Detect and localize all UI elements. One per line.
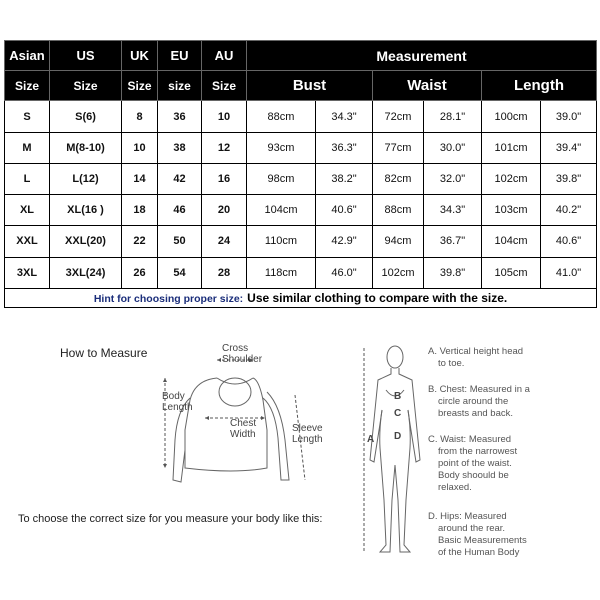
header-asian: Asian	[5, 41, 50, 71]
cell-uk: 8	[122, 101, 158, 132]
note-b-line-1: B. Chest: Measured in a	[428, 384, 530, 395]
header-uk-size: Size	[122, 71, 158, 101]
note-d-line-3: Basic Measurements	[438, 535, 527, 546]
sleeve-length-label-2: Length	[292, 434, 323, 445]
cell-uk: 26	[122, 257, 158, 288]
cell-uk: 22	[122, 226, 158, 257]
cell-waist-in: 34.3"	[424, 195, 482, 226]
cell-asian: XXL	[5, 226, 50, 257]
chest-width-label-2: Width	[230, 429, 256, 440]
cell-us: L(12)	[50, 163, 122, 194]
table-row	[5, 226, 597, 257]
cell-us: 3XL(24)	[50, 257, 122, 288]
cell-bust-in: 38.2"	[316, 163, 373, 194]
note-a-line-1: A. Vertical height head	[428, 346, 524, 357]
cell-bust-cm: 88cm	[247, 101, 316, 132]
cell-waist-in: 32.0"	[424, 163, 482, 194]
cell-bust-cm: 104cm	[247, 195, 316, 226]
header-us: US	[50, 41, 122, 71]
note-c-line-3: point of the waist.	[438, 458, 512, 469]
body-length-label-2: Length	[162, 402, 193, 413]
cell-au: 20	[202, 195, 247, 226]
note-d-line-1: D. Hips: Measured	[428, 511, 507, 522]
cell-au: 10	[202, 101, 247, 132]
table-row	[5, 101, 597, 132]
note-c-line-4: Body shoould be	[438, 470, 509, 481]
cell-length-in: 40.6"	[541, 226, 597, 257]
hint-text: Use similar clothing to compare with the size.	[247, 290, 508, 305]
header-bust: Bust	[247, 71, 373, 101]
body-figure-diagram	[358, 340, 428, 565]
header-uk: UK	[122, 41, 158, 71]
cell-waist-in: 39.8"	[424, 257, 482, 288]
cell-length-cm: 104cm	[482, 226, 541, 257]
note-d-line-4: of the Human Body	[438, 547, 520, 558]
header-eu: EU	[158, 41, 202, 71]
cell-asian: L	[5, 163, 50, 194]
cell-asian: M	[5, 132, 50, 163]
header-row-1	[5, 41, 597, 71]
cell-us: XXL(20)	[50, 226, 122, 257]
cell-bust-in: 46.0"	[316, 257, 373, 288]
cell-asian: 3XL	[5, 257, 50, 288]
table-row	[5, 163, 597, 194]
cell-bust-in: 40.6"	[316, 195, 373, 226]
choose-size-instruction: To choose the correct size for you measure your body like this:	[18, 513, 323, 525]
note-c	[428, 434, 578, 494]
cell-au: 12	[202, 132, 247, 163]
cell-waist-cm: 94cm	[373, 226, 424, 257]
cell-bust-cm: 98cm	[247, 163, 316, 194]
size-chart-table	[4, 40, 597, 308]
table-row	[5, 195, 597, 226]
mark-c: C	[394, 408, 402, 419]
hint-lead: Hint for choosing proper size:	[93, 292, 244, 305]
note-b-line-3: breasts and back.	[438, 408, 513, 419]
cell-length-in: 39.4"	[541, 132, 597, 163]
mark-b: B	[394, 391, 402, 402]
cell-bust-cm: 118cm	[247, 257, 316, 288]
body-length-label-1: Body	[162, 391, 185, 402]
cell-au: 24	[202, 226, 247, 257]
how-to-measure-title: How to Measure	[60, 346, 148, 360]
cell-eu: 46	[158, 195, 202, 226]
header-row-2	[5, 71, 597, 101]
cell-length-cm: 105cm	[482, 257, 541, 288]
cell-length-in: 39.0"	[541, 101, 597, 132]
note-c-line-5: relaxed.	[438, 482, 472, 493]
cell-eu: 54	[158, 257, 202, 288]
mark-a: A	[367, 434, 375, 445]
table-row	[5, 257, 597, 288]
sleeve-length-label-1: Sleeve	[292, 423, 323, 434]
note-b-line-2: circle around the	[438, 396, 509, 407]
note-a-line-2: to toe.	[438, 358, 465, 369]
cell-asian: S	[5, 101, 50, 132]
table-row	[5, 132, 597, 163]
chest-width-label-1: Chest	[230, 418, 257, 429]
cell-eu: 38	[158, 132, 202, 163]
cell-bust-cm: 110cm	[247, 226, 316, 257]
note-c-line-1: C. Waist: Measured	[428, 434, 512, 445]
cell-us: S(6)	[50, 101, 122, 132]
cell-waist-cm: 72cm	[373, 101, 424, 132]
cell-waist-cm: 77cm	[373, 132, 424, 163]
cell-us: XL(16 )	[50, 195, 122, 226]
cell-length-in: 41.0"	[541, 257, 597, 288]
cell-asian: XL	[5, 195, 50, 226]
cell-eu: 50	[158, 226, 202, 257]
cell-eu: 36	[158, 101, 202, 132]
cell-bust-in: 34.3"	[316, 101, 373, 132]
cell-waist-in: 36.7"	[424, 226, 482, 257]
cell-uk: 18	[122, 195, 158, 226]
note-d-line-2: around the rear.	[438, 523, 506, 534]
cell-bust-in: 36.3"	[316, 132, 373, 163]
cell-length-cm: 101cm	[482, 132, 541, 163]
hint-row	[5, 288, 597, 307]
header-us-size: Size	[50, 71, 122, 101]
note-b	[428, 384, 578, 420]
cell-bust-in: 42.9"	[316, 226, 373, 257]
cell-waist-cm: 82cm	[373, 163, 424, 194]
header-asian-size: Size	[5, 71, 50, 101]
cell-uk: 14	[122, 163, 158, 194]
cell-length-in: 39.8"	[541, 163, 597, 194]
cell-length-cm: 100cm	[482, 101, 541, 132]
mark-d: D	[394, 431, 402, 442]
cell-uk: 10	[122, 132, 158, 163]
cell-length-cm: 103cm	[482, 195, 541, 226]
cell-bust-cm: 93cm	[247, 132, 316, 163]
header-measurement: Measurement	[247, 41, 597, 71]
header-eu-size: size	[158, 71, 202, 101]
cell-au: 16	[202, 163, 247, 194]
header-waist: Waist	[373, 71, 482, 101]
cell-length-cm: 102cm	[482, 163, 541, 194]
cell-eu: 42	[158, 163, 202, 194]
cell-waist-in: 28.1"	[424, 101, 482, 132]
cell-length-in: 40.2"	[541, 195, 597, 226]
cell-au: 28	[202, 257, 247, 288]
header-au: AU	[202, 41, 247, 71]
cell-waist-in: 30.0"	[424, 132, 482, 163]
note-c-line-2: from the narrowest	[438, 446, 518, 457]
cell-waist-cm: 102cm	[373, 257, 424, 288]
hint-cell	[5, 288, 597, 307]
cross-label-1: Cross	[222, 343, 249, 354]
header-au-size: Size	[202, 71, 247, 101]
header-length: Length	[482, 71, 597, 101]
note-d	[428, 511, 578, 559]
note-a	[428, 346, 578, 370]
cross-label-2: Shoulder	[222, 354, 263, 365]
cell-waist-cm: 88cm	[373, 195, 424, 226]
cell-us: M(8-10)	[50, 132, 122, 163]
